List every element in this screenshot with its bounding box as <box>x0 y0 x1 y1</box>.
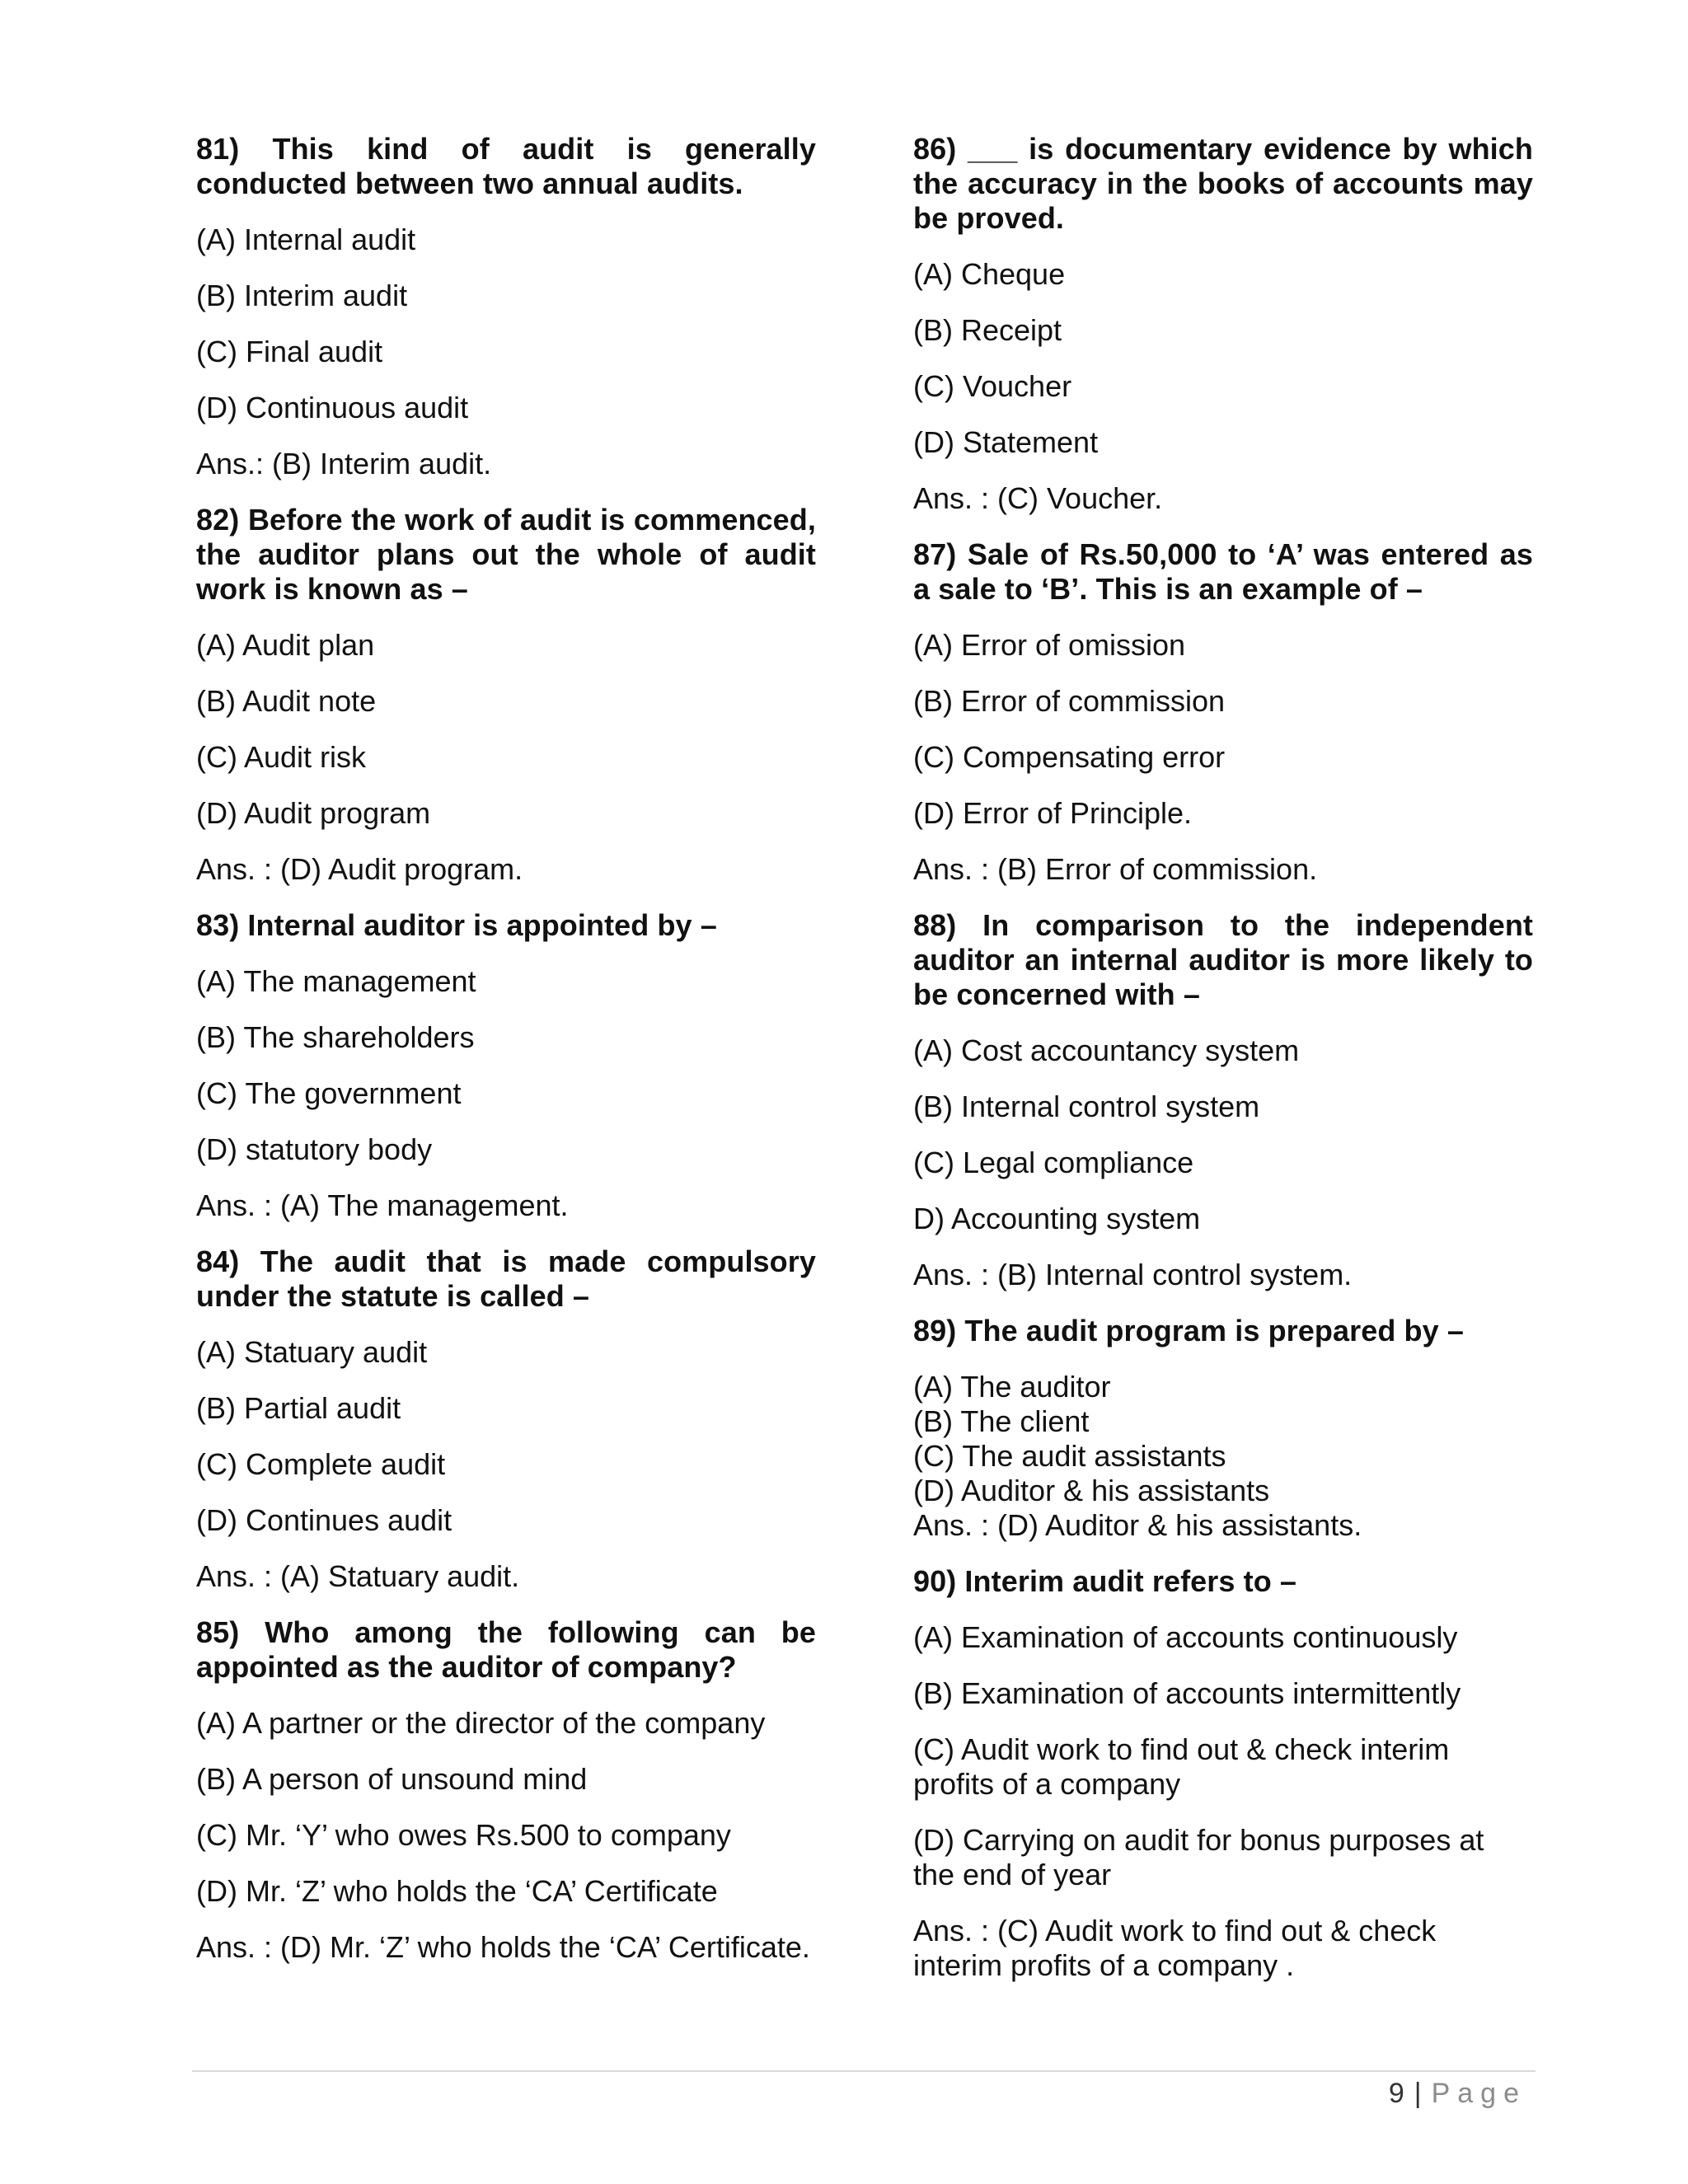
question-text: 88) In comparison to the independent auditor an internal auditor is more likely to be concerned with – <box>913 908 1533 1011</box>
option-c: (C) Compensating error <box>913 740 1226 774</box>
question-block-82 <box>196 503 816 887</box>
option-a: (A) A partner or the director of the company <box>196 1706 766 1740</box>
question-text: 87) Sale of Rs.50,000 to ‘A’ was entered as a sale to ‘B’. This is an example of – <box>913 537 1533 606</box>
option-d: (D) Auditor & his assistants <box>913 1474 1270 1507</box>
option-a: (A) Audit plan <box>196 628 375 662</box>
question-block-89 <box>913 1314 1533 1543</box>
option-a: (A) Error of omission <box>913 628 1186 662</box>
right-column <box>913 132 1533 2004</box>
option-d: D) Accounting system <box>913 1202 1201 1235</box>
question-text: 85) Who among the following can be appointed as the auditor of company? <box>196 1615 816 1684</box>
answer-text: Ans. : (B) Error of commission. <box>913 852 1318 886</box>
option-d: (D) Carrying on audit for bonus purposes at the end of year <box>913 1823 1484 1891</box>
option-c: (C) Complete audit <box>196 1447 446 1481</box>
question-text: 90) Interim audit refers to – <box>913 1564 1297 1598</box>
option-c: (C) The audit assistants <box>913 1439 1226 1473</box>
option-a: (A) Cheque <box>913 257 1066 291</box>
option-c: (C) The government <box>196 1076 462 1110</box>
option-b: (B) Receipt <box>913 313 1062 347</box>
question-text: 84) The audit that is made compulsory under the statute is called – <box>196 1244 816 1313</box>
question-text: 86) ___ is documentary evidence by which the accuracy in the books of accounts may be proved. <box>913 132 1533 235</box>
answer-text: Ans. : (C) Audit work to find out & check interim profits of a company . <box>913 1914 1437 1982</box>
footer-divider <box>192 2070 1536 2072</box>
option-d: (D) Statement <box>913 425 1099 459</box>
page-number: 9 <box>1388 2078 1404 2109</box>
footer-separator: | <box>1414 2078 1422 2109</box>
answer-text: Ans. : (B) Internal control system. <box>913 1258 1353 1291</box>
page-footer <box>1389 2075 1526 2111</box>
option-c: (C) Voucher <box>913 369 1072 403</box>
answer-text: Ans. : (D) Mr. ‘Z’ who holds the ‘CA’ Certificate. <box>196 1930 810 1964</box>
option-a: (A) The management <box>196 964 476 998</box>
option-a: (A) The auditor <box>913 1370 1111 1404</box>
option-d: (D) Error of Principle. <box>913 796 1193 830</box>
question-text: 81) This kind of audit is generally conducted between two annual audits. <box>196 132 816 200</box>
question-text: 89) The audit program is prepared by – <box>913 1314 1464 1347</box>
option-b: (B) Examination of accounts intermittently <box>913 1676 1461 1710</box>
option-c: (C) Final audit <box>196 335 383 368</box>
option-b: (B) Error of commission <box>913 684 1226 718</box>
option-d: (D) Continues audit <box>196 1503 452 1537</box>
option-c: (C) Legal compliance <box>913 1146 1194 1179</box>
answer-text: Ans. : (D) Audit program. <box>196 852 523 886</box>
option-b: (B) Internal control system <box>913 1090 1260 1123</box>
question-text: 83) Internal auditor is appointed by – <box>196 908 717 942</box>
option-b: (B) Interim audit <box>196 279 408 312</box>
answer-text: Ans. : (A) The management. <box>196 1188 569 1222</box>
option-b: (B) The client <box>913 1404 1090 1438</box>
option-b: (B) The shareholders <box>196 1020 475 1054</box>
option-b: (B) Partial audit <box>196 1391 401 1425</box>
question-block-83 <box>196 908 816 1223</box>
answer-text: Ans. : (D) Auditor & his assistants. <box>913 1508 1362 1542</box>
option-d: (D) Mr. ‘Z’ who holds the ‘CA’ Certificate <box>196 1874 718 1908</box>
option-a: (A) Internal audit <box>196 223 416 256</box>
option-c: (C) Audit risk <box>196 740 367 774</box>
option-d: (D) statutory body <box>196 1132 433 1166</box>
option-a: (A) Statuary audit <box>196 1335 428 1369</box>
question-block-85 <box>196 1615 816 1965</box>
question-block-87 <box>913 537 1533 887</box>
left-column <box>196 132 816 1986</box>
option-d: (D) Audit program <box>196 796 431 830</box>
question-text: 82) Before the work of audit is commenced, the auditor plans out the whole of audit work is known as – <box>196 503 816 606</box>
option-a: (A) Examination of accounts continuously <box>913 1620 1458 1654</box>
question-block-88 <box>913 908 1533 1292</box>
answer-text: Ans. : (C) Voucher. <box>913 481 1163 515</box>
option-b: (B) Audit note <box>196 684 377 718</box>
option-d: (D) Continuous audit <box>196 391 469 424</box>
page-label: Page <box>1431 2078 1526 2109</box>
answer-text: Ans.: (B) Interim audit. <box>196 447 492 480</box>
question-block-90 <box>913 1564 1533 1983</box>
option-c: (C) Audit work to find out & check interim profits of a company <box>913 1732 1450 1801</box>
option-b: (B) A person of unsound mind <box>196 1762 588 1796</box>
question-block-84 <box>196 1244 816 1594</box>
answer-text: Ans. : (A) Statuary audit. <box>196 1559 520 1593</box>
question-block-86 <box>913 132 1533 516</box>
question-block-81 <box>196 132 816 481</box>
option-c: (C) Mr. ‘Y’ who owes Rs.500 to company <box>196 1818 731 1852</box>
option-a: (A) Cost accountancy system <box>913 1033 1300 1067</box>
